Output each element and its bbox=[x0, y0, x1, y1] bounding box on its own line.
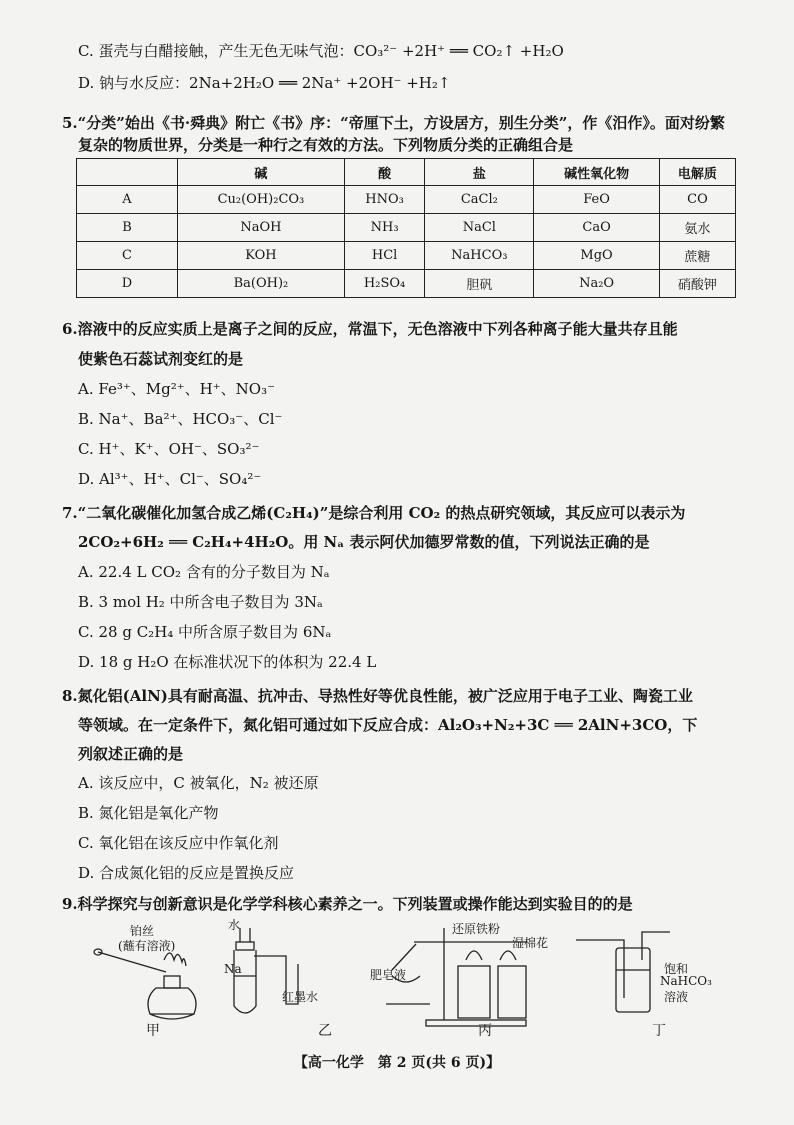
q6-stem-line2: 使紫色石蕊试剂变红的是 bbox=[78, 350, 244, 368]
q8-option-a: A. 该反应中，C 被氧化，N₂ 被还原 bbox=[78, 774, 319, 792]
label-soap: 肥皂液 bbox=[370, 968, 407, 982]
q4-option-c: C. 蛋壳与白醋接触，产生无色无味气泡：CO₃²⁻ +2H⁺ ══ CO₂↑ +H₂O bbox=[78, 42, 564, 60]
table-cell: HNO₃ bbox=[344, 186, 425, 214]
table-cell: NaHCO₃ bbox=[425, 242, 534, 270]
table-row bbox=[77, 242, 736, 270]
table-cell: Na₂O bbox=[534, 270, 660, 298]
q7-option-d: D. 18 g H₂O 在标准状况下的体积为 22.4 L bbox=[78, 653, 377, 671]
q7-option-b: B. 3 mol H₂ 中所含电子数目为 3Nₐ bbox=[78, 593, 323, 611]
table-cell: A bbox=[77, 186, 178, 214]
q6-stem-line1: 6.溶液中的反应实质上是离子之间的反应，常温下，无色溶液中下列各种离子能大量共存且能 bbox=[62, 320, 678, 338]
label-nahco3: NaHCO₃ bbox=[660, 974, 712, 988]
q8-stem-line1: 8.氮化铝(AlN)具有耐高温、抗冲击、导热性好等优良性能，被广泛应用于电子工业、陶瓷工业 bbox=[62, 687, 693, 705]
q7-option-a: A. 22.4 L CO₂ 含有的分子数目为 Nₐ bbox=[78, 563, 330, 581]
table-cell: MgO bbox=[534, 242, 660, 270]
table-row bbox=[77, 214, 736, 242]
table-row bbox=[77, 186, 736, 214]
table-header-cell: 盐 bbox=[425, 159, 534, 186]
label-wet-cotton: 湿棉花 bbox=[512, 936, 549, 950]
q6-option-a: A. Fe³⁺、Mg²⁺、H⁺、NO₃⁻ bbox=[78, 380, 276, 398]
table-cell: KOH bbox=[178, 242, 345, 270]
table-row bbox=[77, 270, 736, 298]
q6-option-c: C. H⁺、K⁺、OH⁻、SO₃²⁻ bbox=[78, 440, 260, 458]
caption-yi: 乙 bbox=[318, 1023, 332, 1039]
table-cell: D bbox=[77, 270, 178, 298]
q8-option-d: D. 合成氮化铝的反应是置换反应 bbox=[78, 864, 295, 882]
table-cell: 氨水 bbox=[659, 214, 735, 242]
label-red-ink: 红墨水 bbox=[282, 990, 319, 1004]
table-cell: Ba(OH)₂ bbox=[178, 270, 345, 298]
table-cell: NH₃ bbox=[344, 214, 425, 242]
q5-stem-line1: 5.“分类”始出《书·舜典》附亡《书》序：“帝厘下土，方设居方，别生分类”，作《汨作》。面对纷繁 bbox=[62, 114, 725, 132]
apparatus-jia bbox=[94, 949, 196, 1019]
table-cell: NaCl bbox=[425, 214, 534, 242]
label-dipped: (蘸有溶液) bbox=[118, 939, 176, 953]
table-header-row bbox=[77, 159, 736, 186]
q4-option-d: D. 钠与水反应：2Na+2H₂O ══ 2Na⁺ +2OH⁻ +H₂↑ bbox=[78, 74, 451, 92]
q9-stem: 9.科学探究与创新意识是化学学科核心素养之一。下列装置或操作能达到实验目的的是 bbox=[62, 895, 633, 913]
table-header-cell bbox=[77, 159, 178, 186]
q7-stem-line1: 7.“二氧化碳催化加氢合成乙烯(C₂H₄)”是综合利用 CO₂ 的热点研究领域，其反应可以表示为 bbox=[62, 504, 686, 522]
q7-option-c: C. 28 g C₂H₄ 中所含原子数目为 6Nₐ bbox=[78, 623, 332, 641]
caption-jia: 甲 bbox=[146, 1023, 160, 1039]
page-footer: 【高一化学 第 2 页(共 6 页)】 bbox=[293, 1055, 501, 1071]
label-solution: 溶液 bbox=[664, 990, 689, 1004]
table-cell: FeO bbox=[534, 186, 660, 214]
table-cell: Cu₂(OH)₂CO₃ bbox=[178, 186, 345, 214]
q8-option-c: C. 氧化铝在该反应中作氧化剂 bbox=[78, 834, 279, 852]
table-cell: B bbox=[77, 214, 178, 242]
table-cell: C bbox=[77, 242, 178, 270]
label-iron-powder: 还原铁粉 bbox=[452, 922, 501, 936]
q8-stem-line2: 等领域。在一定条件下，氮化铝可通过如下反应合成：Al₂O₃+N₂+3C ══ 2AlN+3CO，下 bbox=[78, 716, 698, 734]
table-cell: HCl bbox=[344, 242, 425, 270]
table-cell: NaOH bbox=[178, 214, 345, 242]
table-cell: CaCl₂ bbox=[425, 186, 534, 214]
caption-ding: 丁 bbox=[652, 1023, 666, 1039]
classification-table bbox=[76, 158, 736, 298]
label-saturated: 饱和 bbox=[664, 962, 689, 976]
q8-option-b: B. 氮化铝是氧化产物 bbox=[78, 804, 219, 822]
caption-bing: 丙 bbox=[478, 1023, 492, 1039]
table-header-cell: 碱 bbox=[178, 159, 345, 186]
label-water: 水 bbox=[228, 918, 241, 932]
table-cell: 胆矾 bbox=[425, 270, 534, 298]
table-header-cell: 碱性氧化物 bbox=[534, 159, 660, 186]
table-cell: 硝酸钾 bbox=[659, 270, 735, 298]
table-header-cell: 电解质 bbox=[659, 159, 735, 186]
q6-option-b: B. Na⁺、Ba²⁺、HCO₃⁻、Cl⁻ bbox=[78, 410, 283, 428]
table-cell: CaO bbox=[534, 214, 660, 242]
table-cell: CO bbox=[659, 186, 735, 214]
table-header-cell: 酸 bbox=[344, 159, 425, 186]
apparatus-ding bbox=[576, 932, 670, 1012]
q5-stem-line2: 复杂的物质世界，分类是一种行之有效的方法。下列物质分类的正确组合是 bbox=[78, 136, 574, 154]
q7-stem-line2: 2CO₂+6H₂ ══ C₂H₄+4H₂O。用 Nₐ 表示阿伏加德罗常数的值，下列说法正确的是 bbox=[78, 533, 650, 551]
table-cell: H₂SO₄ bbox=[344, 270, 425, 298]
table-cell: 蔗糖 bbox=[659, 242, 735, 270]
q6-option-d: D. Al³⁺、H⁺、Cl⁻、SO₄²⁻ bbox=[78, 470, 262, 488]
q8-stem-line3: 列叙述正确的是 bbox=[78, 745, 184, 763]
label-na: Na bbox=[224, 962, 242, 976]
apparatus-bing bbox=[386, 928, 526, 1026]
label-pt-wire: 铂丝 bbox=[130, 924, 155, 938]
